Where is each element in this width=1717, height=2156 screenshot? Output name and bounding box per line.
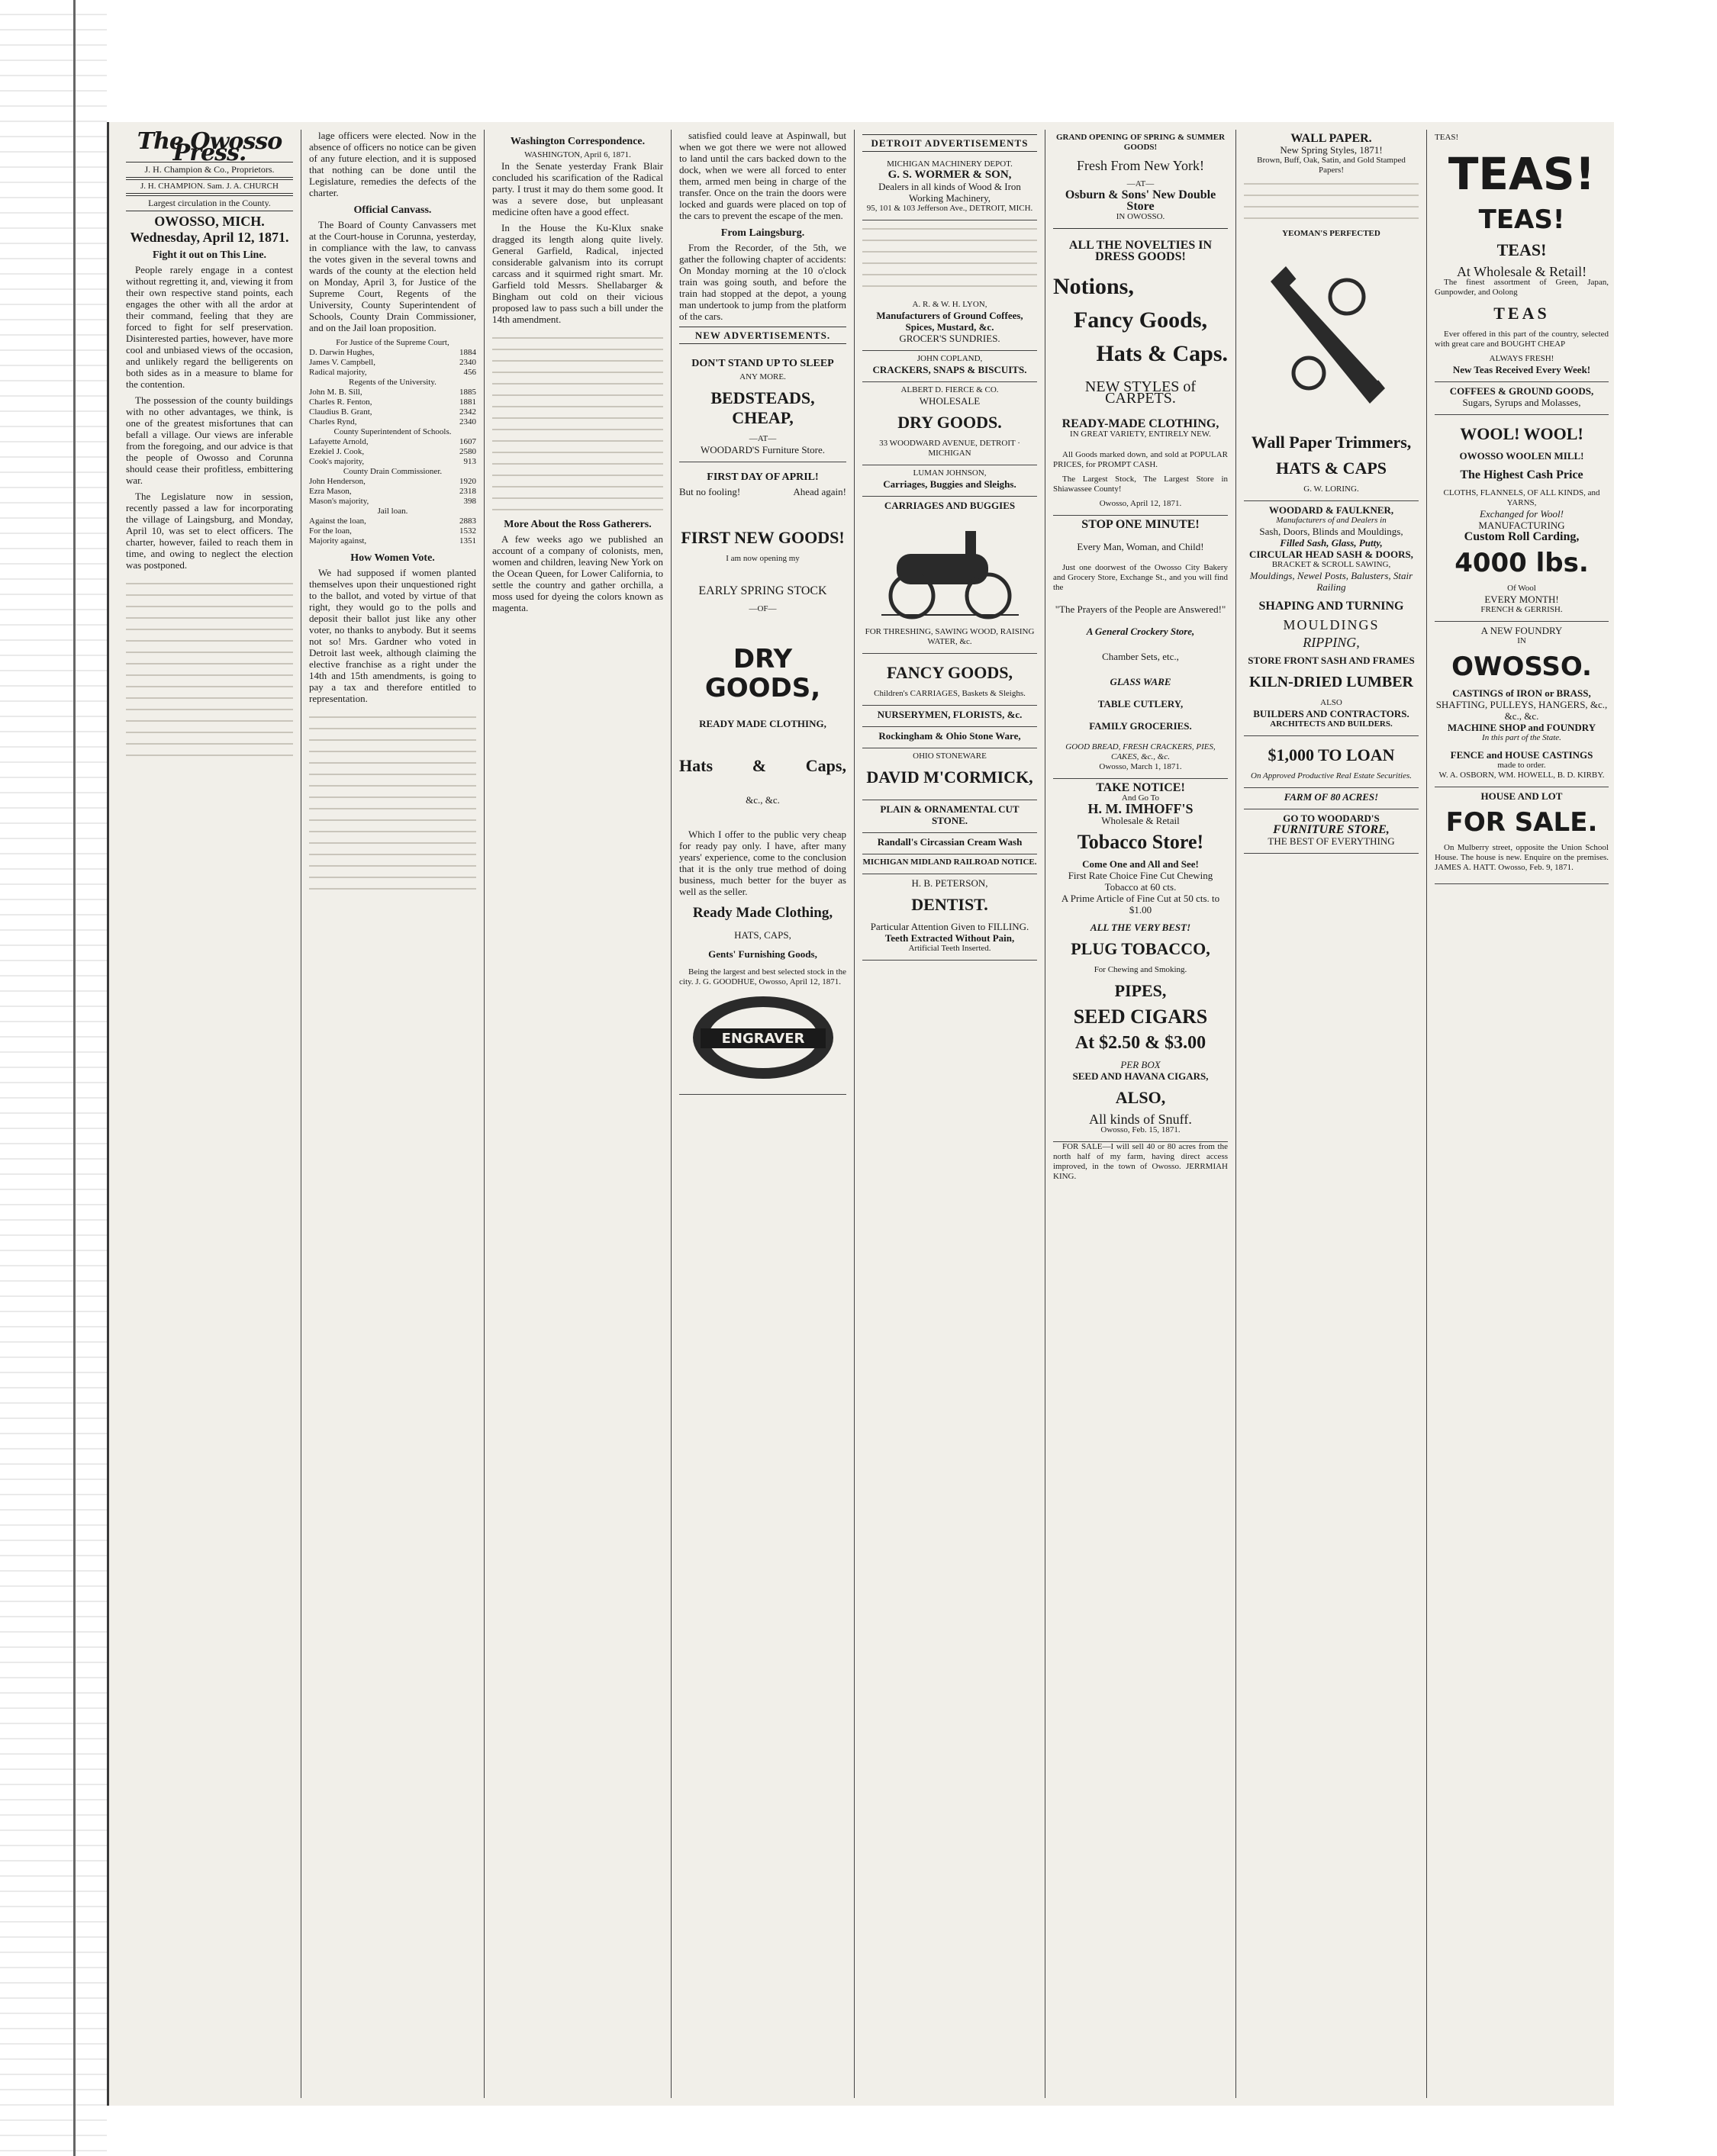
article-paragraph: In the Senate yesterday Frank Blair concluded his scarification of the Radical party. I trust it may do them some good. It was a severe dose, but unpleasant medicine often have a good effect. [492, 160, 663, 217]
vote-office: Jail loan. [377, 507, 408, 516]
ad-heading: DON'T STAND UP TO SLEEP [691, 358, 834, 369]
ad-heading: WOODARD & FAULKNER, [1268, 504, 1394, 516]
ad-text: I am now opening my [726, 554, 800, 563]
advertisement [1053, 130, 1228, 516]
advertisement [862, 156, 1037, 220]
ad-text: Hats [679, 756, 713, 775]
ad-heading: FARM OF 80 ACRES! [1284, 791, 1379, 803]
article-paragraph: The Legislature now in session, recently passed a law for incorporating the village of Laingsburg, and Monday, April 10, was set to elect officers. The charter, however, failed to reach them in time, and owing to neglect the election was postponed. [126, 491, 293, 571]
text-filler [492, 330, 663, 513]
advertisement [679, 462, 846, 1095]
ad-text: PER BOX [1120, 1059, 1161, 1070]
column-2 [301, 130, 485, 2098]
ad-text: Artificial Teeth Inserted. [908, 944, 991, 953]
ad-heading: COFFEES & GROUND GOODS, [1449, 385, 1594, 397]
ad-text: made to order. [1497, 761, 1546, 770]
ad-text: WOODARD'S Furniture Store. [700, 444, 826, 455]
scan-margin [0, 0, 107, 2156]
ad-heading: Osburn & Sons' New Double Store [1065, 188, 1216, 213]
column-4 [672, 130, 855, 2098]
ad-text: First Rate Choice Fine Cut Chewing Tobacco at 60 cts. [1068, 870, 1213, 893]
ad-text: READY MADE CLOTHING, [699, 718, 826, 729]
article-heading: From Laingsburg. [720, 227, 805, 239]
ad-text: Chamber Sets, etc., [1102, 651, 1179, 662]
ad-heading: A General Crockery Store, [1086, 626, 1195, 637]
ad-heading: CASTINGS of IRON or BRASS, [1452, 687, 1591, 699]
ad-headline: FOR SALE. [1445, 807, 1598, 838]
dateline: WASHINGTON, April 6, 1871. [524, 150, 631, 159]
ad-text: WHOLESALE [919, 395, 981, 407]
ad-text: H. B. PETERSON, [911, 877, 988, 889]
ad-paragraph: On Mulberry street, opposite the Union School House. The house is new. Enquire on the premises. JAMES A. HATT. Owosso, Feb. 9, 1871. [1435, 843, 1609, 872]
ad-headline: ALL THE NOVELTIES IN DRESS GOODS! [1068, 239, 1213, 263]
ad-headline: RIPPING, [1303, 635, 1360, 650]
ad-text: OHIO STONEWARE [913, 751, 987, 761]
ad-heading: TABLE CUTLERY, [1097, 698, 1184, 710]
advertisement [1435, 622, 1609, 787]
masthead-place: OWOSSO, MICH. [154, 214, 265, 229]
ad-heading: Rockingham & Ohio Stone Ware, [878, 730, 1021, 742]
section-heading: NEW ADVERTISEMENTS. [679, 327, 846, 344]
vote-candidate: James V. Campbell, [309, 358, 375, 367]
vote-row [309, 368, 476, 378]
ad-text: ALBERT D. FIERCE & CO. [900, 385, 999, 394]
ad-text: HATS, CAPS, [734, 929, 791, 941]
ad-text: Of Wool [1507, 584, 1536, 593]
ad-paragraph: Which I offer to the public very cheap for ready pay only. I have, after many years' experience, come to the conclusion that it is the only true method of doing business, much better for the buyer as well as the seller. [679, 829, 846, 897]
article-paragraph: The Board of County Canvassers met at the Court-house in Corunna, yesterday, in compliance with the law, to canvass the votes given in the several towns and wards of the county at the election held on Monday, April 3, for Justice of the Supreme Court, Regents of the University, County Superintendent of Schools, County Drain Commissioner, and on the Jail loan proposition. [309, 219, 476, 333]
ad-text: Owosso, Feb. 15, 1871. [1100, 1125, 1181, 1134]
advertisement [862, 497, 1037, 654]
ad-headline: DRY GOODS. [897, 413, 1002, 432]
ad-text: EARLY SPRING STOCK [698, 584, 827, 597]
vote-candidate: Charles R. Fenton, [309, 397, 372, 407]
ad-headline: FANCY GOODS, [887, 663, 1013, 682]
vote-count: 2340 [459, 417, 476, 426]
divider [1053, 228, 1228, 229]
vote-candidate: D. Darwin Hughes, [309, 348, 375, 357]
article-paragraph: People rarely engage in a contest without regretting it, and, viewing it from their own respective stand points, each engages the other with all the ardor at their command, feeling that they are forced to fight for self preservation. Disinterested parties, however, have more cool and unbiased views of the occasion, and unlikely regard the belligerents on both sides as in a measure to blame for the contention. [126, 264, 293, 390]
vote-count: 2318 [459, 487, 476, 496]
article-paragraph: The possession of the county buildings with no other advantages, we think, is one of the greatest misfortunes that can befall a village. Our views are inferable from the foregoing, and our advice is that the people of Owosso and Corunna should cease their profitless, embittering war. [126, 394, 293, 486]
ad-text: & [752, 756, 767, 775]
ad-headline: MOULDINGS [1283, 617, 1380, 632]
ad-subheading: ANY MORE. [739, 372, 786, 381]
ad-headline: KILN-DRIED LUMBER [1248, 674, 1414, 690]
ad-text: SEED AND HAVANA CIGARS, [1072, 1070, 1209, 1082]
ad-text: Wholesale & Retail [1101, 815, 1180, 826]
advertisement [862, 465, 1037, 497]
vote-candidate: Radical majority, [309, 368, 367, 377]
advertisement [862, 748, 1037, 800]
column-6 [1045, 130, 1236, 2098]
ad-headline: READY-MADE CLOTHING, [1061, 417, 1219, 430]
ad-text: —OF— [749, 604, 777, 613]
ad-text: Mouldings, Newel Posts, Balusters, Stair Railing [1249, 570, 1413, 593]
column-5 [855, 130, 1045, 2098]
ad-text: Particular Attention Given to FILLING. [870, 921, 1029, 932]
ad-paragraph: Being the largest and best selected stock in the city. J. G. GOODHUE, Owosso, April 12, 1871. [679, 967, 846, 986]
column-8 [1427, 130, 1614, 2098]
article-paragraph: In the House the Ku-Klux snake dragged its length along quite lively. General Garfield, Radical, injected considerable galvanism into its corrupt carcass and it squirmed right smart. Mr. Garfield told Messrs. Shellabarger & Bingham out cold on their vicious proposed law to pass such a bill under the 14th amendment. [492, 222, 663, 325]
ad-paragraph: The finest assortment of Green, Japan, Gunpowder, and Oolong [1435, 278, 1609, 297]
vote-table [309, 338, 476, 546]
ad-headline: TEAS! [1496, 240, 1547, 259]
ad-text: —AT— [1126, 179, 1155, 188]
ad-heading: H. M. IMHOFF'S [1087, 801, 1194, 816]
advertisement [862, 706, 1037, 727]
vote-count: 1607 [459, 437, 476, 446]
ad-heading: MICHIGAN MIDLAND RAILROAD NOTICE. [862, 858, 1037, 867]
engraver-seal-image [687, 992, 839, 1083]
vote-count: 2342 [459, 407, 476, 417]
ad-heading: FIRST DAY OF APRIL! [707, 471, 819, 483]
vote-row [309, 526, 476, 536]
ad-text: IN GREAT VARIETY, ENTIRELY NEW. [1070, 430, 1211, 439]
vote-row [309, 497, 476, 507]
ad-headline: DRY GOODS, [704, 644, 821, 703]
ad-text: And Go To [1121, 793, 1160, 803]
ad-text: IN OWOSSO. [1116, 212, 1165, 221]
ad-text: "The Prayers of the People are Answered!" [1055, 603, 1226, 615]
advertisement [862, 833, 1037, 854]
ad-heading: OWOSSO WOOLEN MILL! [1459, 450, 1584, 462]
ad-text: ALWAYS FRESH! [1489, 354, 1554, 363]
advertisement [862, 382, 1037, 465]
article-paragraph: satisfied could leave at Aspinwall, but when we got there we were not allowed to land until the cars backed down to the dock, when we were all forced to enter them, armed men being in charge of the transfer. Once on the train the doors were locked and guards were placed on top of the cars to prevent the escape of the men. [679, 130, 846, 221]
advertisement [862, 727, 1037, 748]
ad-paragraph: All Goods marked down, and sold at POPULAR PRICES, for PROMPT CASH. [1053, 450, 1228, 469]
ad-text: In this part of the State. [1482, 733, 1561, 742]
ad-text: Dealers in all kinds of Wood & Iron Working Machinery, [878, 181, 1021, 204]
vote-count: 2580 [459, 447, 476, 456]
ad-text: FOR THRESHING, SAWING WOOD, RAISING WATER, &c. [865, 627, 1035, 646]
vote-office: County Superintendent of Schools. [333, 427, 452, 436]
vote-count: 2883 [459, 516, 476, 526]
ad-headline: PLUG TOBACCO, [1071, 939, 1210, 958]
ad-headline: HATS & CAPS [1275, 459, 1387, 478]
ad-heading: STORE FRONT SASH AND FRAMES [1248, 655, 1415, 666]
vote-candidate: Ezra Mason, [309, 487, 352, 496]
ad-text: Every Man, Woman, and Child! [1077, 541, 1204, 552]
ad-headline: PIPES, [1114, 981, 1167, 1000]
advertisement [1053, 516, 1228, 779]
binding-line [73, 0, 76, 2156]
ad-heading: Carriages, Buggies and Sleighs. [883, 478, 1016, 490]
ad-heading: G. S. WORMER & SON, [887, 169, 1012, 181]
ad-text: New Spring Styles, 1871! [1280, 144, 1383, 156]
vote-office: County Drain Commissioner. [343, 467, 443, 476]
vote-count: 456 [463, 368, 476, 377]
ad-headline: Ready Made Clothing, [692, 905, 833, 921]
ad-text: GOOD BREAD, FRESH CRACKERS, PIES, CAKES, &c., &c. [1065, 742, 1216, 761]
ad-text: ALSO [1320, 698, 1342, 707]
advertisement [1244, 809, 1419, 854]
ad-headline: BEDSTEADS, CHEAP, [710, 388, 815, 427]
vote-candidate: John M. B. Sill, [309, 388, 362, 397]
advertisement [862, 874, 1037, 961]
ad-headline: TEAS! [1478, 204, 1565, 235]
vote-count: 1351 [459, 536, 476, 545]
ad-text: —AT— [749, 434, 777, 443]
vote-row [309, 477, 476, 487]
ad-headline: TEAS! [1448, 148, 1596, 200]
advertisement [1435, 130, 1609, 382]
ad-heading: YEOMAN'S PERFECTED [1282, 229, 1380, 238]
vote-office: Regents of the University. [349, 378, 436, 387]
ad-text: ARCHITECTS AND BUILDERS. [1270, 719, 1393, 729]
ad-text: Caps, [805, 756, 846, 775]
vote-count: 1881 [459, 397, 476, 407]
ad-headline: $1,000 TO LOAN [1268, 745, 1395, 764]
ad-text: IN [1517, 636, 1526, 645]
vote-count: 913 [463, 457, 476, 466]
ad-text: For Chewing and Smoking. [1094, 965, 1187, 974]
ad-heading: FURNITURE STORE, [1273, 823, 1390, 836]
ad-text: On Approved Productive Real Estate Securities. [1251, 771, 1412, 780]
vote-candidate: Cook's majority, [309, 457, 365, 466]
ad-text: Brown, Buff, Oak, Satin, and Gold Stamped Papers! [1257, 156, 1406, 175]
ad-text: EVERY MONTH! [1484, 594, 1559, 605]
advertisement [862, 351, 1037, 382]
ad-heading: WALL PAPER. [1290, 132, 1372, 145]
ad-heading: FAMILY GROCERIES. [1089, 720, 1192, 732]
ad-text: Children's CARRIAGES, Baskets & Sleighs. [874, 689, 1026, 698]
article-heading: How Women Vote. [350, 552, 435, 564]
column-1 [118, 130, 301, 2098]
vote-row [309, 358, 476, 368]
vote-row [309, 487, 476, 497]
ad-text: Sugars, Syrups and Molasses, [1462, 397, 1581, 408]
vote-candidate: Charles Rynd, [309, 417, 357, 426]
ad-heading: Randall's Circassian Cream Wash [877, 836, 1023, 848]
ad-heading: HOUSE AND LOT [1480, 790, 1563, 802]
advertisement [1244, 736, 1419, 788]
masthead-date: Wednesday, April 12, 1871. [130, 230, 289, 245]
ad-text: MANUFACTURING [1478, 520, 1565, 531]
advertisement [862, 800, 1037, 833]
ad-heading: GRAND OPENING OF SPRING & SUMMER GOODS! [1055, 133, 1226, 152]
vote-candidate: Majority against, [309, 536, 367, 545]
advertisement [1244, 788, 1419, 809]
vote-row [309, 447, 476, 457]
ad-headline: Tobacco Store! [1077, 831, 1204, 853]
vote-candidate: Lafayette Arnold, [309, 437, 369, 446]
vote-row [309, 417, 476, 427]
ad-text: Teeth Extracted Without Pain, [884, 932, 1015, 944]
ad-headline: NEW STYLES of CARPETS. [1084, 378, 1197, 407]
vote-count: 1532 [459, 526, 476, 536]
ad-heading: ALL THE VERY BEST! [1090, 922, 1191, 933]
ad-text: A. R. & W. H. LYON, [912, 300, 987, 309]
advertisement [1244, 501, 1419, 736]
advertisement [1435, 415, 1609, 622]
vote-row [309, 348, 476, 358]
advertisement [1244, 130, 1419, 501]
advertisement [1053, 779, 1228, 1142]
ad-text: GROCER'S SUNDRIES. [899, 333, 1000, 344]
ad-heading: CRACKERS, SNAPS & BISCUITS. [872, 364, 1027, 375]
advertisement [1435, 787, 1609, 884]
ad-headline: ALSO, [1115, 1088, 1166, 1107]
ad-text: At Wholesale & Retail! [1456, 264, 1587, 279]
ad-headline: OWOSSO. [1451, 652, 1592, 682]
masthead-editors: J. H. CHAMPION. Sam. J. A. CHURCH [126, 179, 293, 194]
ad-paragraph: Just one doorwest of the Owosso City Bakery and Grocery Store, Exchange St., and you will find the [1053, 563, 1228, 592]
advertisement [679, 349, 846, 462]
ad-heading: CARRIAGES AND BUGGIES [884, 500, 1016, 511]
ad-text: 33 WOODWARD AVENUE, DETROIT · MICHIGAN [879, 439, 1020, 458]
newspaper-page [107, 122, 1614, 2106]
advertisement [862, 854, 1037, 874]
vote-candidate: Mason's majority, [309, 497, 369, 506]
vote-candidate: Claudius B. Grant, [309, 407, 372, 417]
engraver-label: ENGRAVER [721, 1031, 804, 1047]
vote-count: 1884 [459, 348, 476, 357]
ad-heading: STOP ONE MINUTE! [1081, 518, 1200, 531]
column-7 [1236, 130, 1427, 2098]
ad-heading: FENCE and HOUSE CASTINGS [1450, 749, 1593, 761]
vote-row [309, 516, 476, 526]
vote-count: 1885 [459, 388, 476, 397]
ad-headline: Wall Paper Trimmers, [1251, 433, 1412, 452]
article-paragraph: lage officers were elected. Now in the absence of officers no notice can be given of any future election, and it is supposed that nothing can be done until the Legislature, remedies the defects of the charter. [309, 130, 476, 198]
article-paragraph: From the Recorder, of the 5th, we gather the following chapter of accidents: On Monday morning at the 10 o'clock train was going south, and before the train had stopped at the depot, a young man undertook to jump from the platform of the cars. [679, 242, 846, 322]
ad-text: Come One and All and See! [1082, 858, 1199, 870]
ad-text: A Prime Article of Fine Cut at 50 cts. to $1.00 [1061, 893, 1220, 915]
ad-heading: MACHINE SHOP and FOUNDRY [1447, 722, 1596, 733]
ad-text: BRACKET & SCROLL SAWING, [1271, 560, 1391, 569]
ad-heading: Manufacturers of Ground Coffees, Spices, Mustard, &c. [876, 310, 1023, 333]
column-3 [485, 130, 672, 2098]
ad-paragraph: FOR SALE—I will sell 40 or 80 acres from the north half of my farm, having direct access improved, in the town of Owosso. JERRMIAH KING. [1053, 1142, 1228, 1181]
vote-candidate: For the loan, [309, 526, 352, 536]
vote-count: 398 [463, 497, 476, 506]
ad-text: All kinds of Snuff. [1089, 1112, 1192, 1127]
ad-heading: The Highest Cash Price [1460, 468, 1583, 481]
steam-engine-image [866, 516, 1034, 623]
ad-text: Owosso, March 1, 1871. [1099, 762, 1182, 771]
ad-text: Owosso, April 12, 1871. [1099, 499, 1182, 508]
ad-paragraph: Ever offered in this part of the country, selected with great care and BOUGHT CHEAP [1435, 330, 1609, 349]
ad-text: FRENCH & GERRISH. [1480, 605, 1563, 614]
ad-text: JOHN COPLAND, [916, 354, 983, 363]
text-filler [862, 220, 1037, 297]
ad-text: CLOTHS, FLANNELS, OF ALL KINDS, and YARNS, [1443, 488, 1600, 507]
ad-paragraph: The Largest Stock, The Largest Store in Shiawassee County! [1053, 475, 1228, 494]
article-heading: Official Canvass. [353, 204, 432, 216]
ad-text: W. A. OSBORN, WM. HOWELL, B. D. KIRBY. [1438, 771, 1605, 780]
article-paragraph: A few weeks ago we published an account of a company of colonists, men, women and children, leaving New York on the Ocean Queen, for Lower California, to settle the country and gather orchilla, a moss used for dyeing the colors known as magenta. [492, 533, 663, 613]
vote-count: 2340 [459, 358, 476, 367]
text-filler [309, 709, 476, 892]
article-heading: Washington Correspondence. [510, 136, 646, 147]
advertisement [862, 297, 1037, 351]
masthead-publishers: J. H. Champion & Co., Proprietors. [126, 162, 293, 178]
section-heading: DETROIT ADVERTISEMENTS [862, 134, 1037, 152]
ad-text: Ahead again! [793, 486, 846, 497]
vote-row [309, 536, 476, 546]
ad-headline: WOOL! WOOL! [1460, 424, 1583, 443]
vote-candidate: Against the loan, [309, 516, 366, 526]
vote-row [309, 457, 476, 467]
advertisement [1435, 382, 1609, 415]
advertisement [862, 654, 1037, 706]
ad-row [679, 756, 846, 775]
ad-heading: GO TO WOODARD'S [1283, 813, 1380, 824]
ad-headline: At $2.50 & $3.00 [1074, 1033, 1206, 1053]
vote-office: For Justice of the Supreme Court, [336, 338, 449, 347]
ad-heading: GLASS WARE [1110, 676, 1171, 687]
ad-text: &c., &c. [746, 794, 780, 806]
ad-text: 95, 101 & 103 Jefferson Ave., DETROIT, MICH. [866, 204, 1033, 213]
ad-text: LUMAN JOHNSON, [913, 468, 987, 478]
text-filler [1244, 175, 1419, 229]
vote-candidate: Ezekiel J. Cook, [309, 447, 365, 456]
ad-heading: TAKE NOTICE! [1096, 781, 1185, 794]
ad-text: Sash, Doors, Blinds and Mouldings, [1259, 526, 1403, 537]
text-filler [126, 575, 293, 758]
wallpaper-trimmer-image [1255, 243, 1408, 426]
ad-text: SHAFTING, PULLEYS, HANGERS, &c., &c., &c. [1435, 699, 1608, 722]
ad-row [679, 486, 846, 497]
ad-headline: SEED CIGARS [1073, 1006, 1208, 1028]
article-heading: More About the Ross Gatherers. [504, 519, 652, 530]
vote-row [309, 397, 476, 407]
vote-row [309, 407, 476, 417]
masthead-circulation: Largest circulation in the County. [126, 195, 293, 211]
vote-count: 1920 [459, 477, 476, 486]
ad-heading: Filled Sash, Glass, Putty, [1280, 537, 1383, 549]
ad-headline: Notions, [1053, 274, 1134, 299]
ad-heading: Custom Roll Carding, [1464, 530, 1580, 543]
ad-heading: PLAIN & ORNAMENTAL CUT STONE. [880, 803, 1020, 826]
ad-text: Exchanged for Wool! [1480, 508, 1564, 520]
ad-text: THE BEST OF EVERYTHING [1268, 835, 1395, 847]
ad-headline: Fancy Goods, [1073, 307, 1208, 333]
ad-text: But no fooling! [679, 486, 741, 497]
ad-heading: SHAPING AND TURNING [1258, 600, 1404, 613]
ad-text: MICHIGAN MACHINERY DEPOT. [887, 159, 1013, 169]
ad-headline: TEAS [1493, 304, 1550, 323]
ad-headline: FIRST NEW GOODS! [681, 528, 845, 547]
ad-heading: CIRCULAR HEAD SASH & DOORS, [1249, 549, 1413, 560]
ad-headline: 4000 lbs. [1454, 548, 1589, 578]
ad-headline: DENTIST. [911, 895, 988, 914]
ad-text: TEAS! [1435, 133, 1459, 142]
ad-headline: DAVID M'CORMICK, [866, 767, 1033, 787]
ad-heading: A NEW FOUNDRY [1480, 625, 1563, 636]
ad-text: Manufacturers of and Dealers in [1276, 516, 1387, 525]
ad-text: Fresh From New York! [1076, 158, 1204, 173]
ad-text: G. W. LORING. [1303, 484, 1359, 494]
ad-headline: Hats & Caps. [1096, 341, 1228, 366]
vote-row [309, 388, 476, 397]
ad-heading: BUILDERS AND CONTRACTORS. [1253, 708, 1409, 719]
vote-row [309, 437, 476, 447]
vote-candidate: John Henderson, [309, 477, 366, 486]
ad-text: Gents' Furnishing Goods, [708, 948, 817, 960]
masthead-title: The Owosso Press. [137, 130, 282, 166]
article-heading: Fight it out on This Line. [152, 249, 267, 261]
article-paragraph: We had supposed if women planted themselves upon their unquestioned right to the ballot, and voted by virtue of that right, they would go to the polls and deposit their ballot just like any other voter, no thanks to anybody. But it seems not so! Mrs. Gardner who voted in Detroit last week, although claiming the elective franchise as a right under the 14th and 15th amendments, is going to pay a tax and therefore entitled to representation. [309, 567, 476, 704]
ad-heading: NURSERYMEN, FLORISTS, &c. [877, 709, 1023, 720]
ad-heading: New Teas Received Every Week! [1452, 364, 1591, 375]
